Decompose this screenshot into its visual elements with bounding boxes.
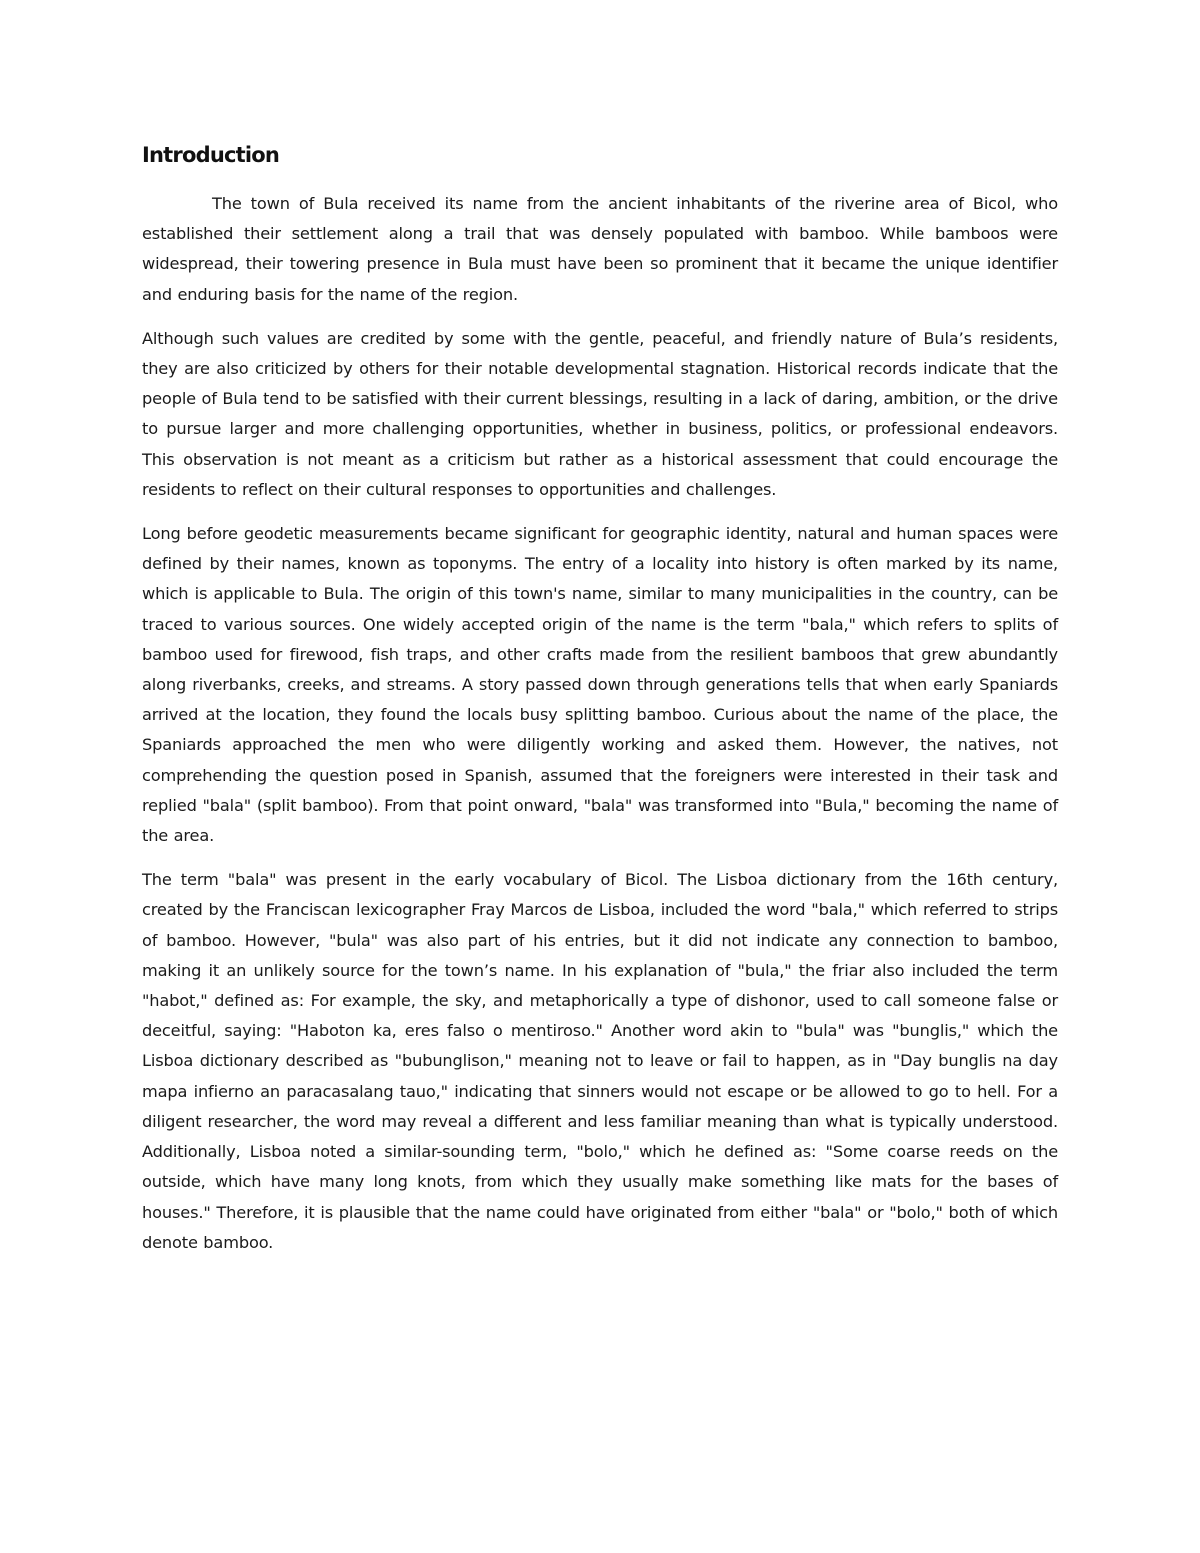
section-heading: Introduction <box>142 143 280 167</box>
paragraph-origin-of-name: The town of Bula received its name from the ancient inhabitants of the riverine area of Bicol, who established their settlement along a trail that was densely populated with bamboo. While bamboos were widespread, their towering presence in Bula must have been so prominent that it became the unique identifier and enduring basis for the name of the region. <box>142 194 1058 304</box>
paragraph-lisboa-dictionary: The term "bala" was present in the early vocabulary of Bicol. The Lisboa dictionary from the 16th century, created by the Franciscan lexicographer Fray Marcos de Lisboa, included the word "bala," which referred to strips of bamboo. However, "bula" was also part of his entries, but it did not indicate any connection to bamboo, making it an unlikely source for the town’s name. In his explanation of "bula," the friar also included the term "habot," defined as: For example, the sky, and metaphorically a type of dishonor, used to call someone false or deceitful, saying: "Haboton ka, eres falso o mentiroso." Another word akin to "bula" was "bunglis," which the Lisboa dictionary described as "bubunglison," meaning not to leave or fail to happen, as in "Day bunglis na day mapa infierno an paracasalang tauo," indicating that sinners would not escape or be allowed to go to hell. For a diligent researcher, the word may reveal a different and less familiar meaning than what is typically understood. Additionally, Lisboa noted a similar-sounding term, "bolo," which he defined as: "Some coarse reeds on the outside, which have many long knots, from which they usually make something like mats for the bases of houses." Therefore, it is plausible that the name could have originated from either "bala" or "bolo," both of which denote bamboo. <box>142 870 1058 1252</box>
paragraph-toponyms: Long before geodetic measurements became significant for geographic identity, natural and human spaces were defined by their names, known as toponyms. The entry of a locality into history is often marked by its name, which is applicable to Bula. The origin of this town's name, similar to many municipalities in the country, can be traced to various sources. One widely accepted origin of the name is the term "bala," which refers to splits of bamboo used for firewood, fish traps, and other crafts made from the resilient bamboos that grew abundantly along riverbanks, creeks, and streams. A story passed down through generations tells that when early Spaniards arrived at the location, they found the locals busy splitting bamboo. Curious about the name of the place, the Spaniards approached the men who were diligently working and asked them. However, the natives, not comprehending the question posed in Spanish, assumed that the foreigners were interested in their task and replied "bala" (split bamboo). From that point onward, "bala" was transformed into "Bula," becoming the name of the area. <box>142 524 1058 846</box>
paragraph-cultural-values: Although such values are credited by some with the gentle, peaceful, and friendly nature of Bula’s residents, they are also criticized by others for their notable developmental stagnation. Historical records indicate that the people of Bula tend to be satisfied with their current blessings, resulting in a lack of daring, ambition, or the drive to pursue larger and more challenging opportunities, whether in business, politics, or professional endeavors. This observation is not meant as a criticism but rather as a historical assessment that could encourage the residents to reflect on their cultural responses to opportunities and challenges. <box>142 328 1058 499</box>
document-body <box>142 138 1058 1272</box>
